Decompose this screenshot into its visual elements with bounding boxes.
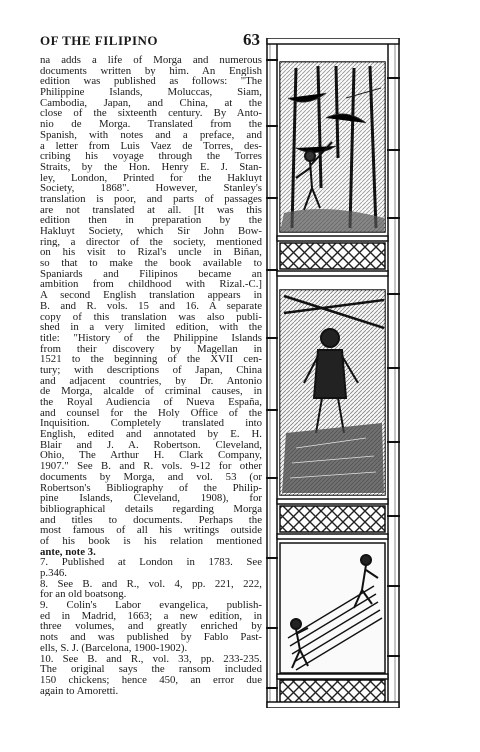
text-line: ley, London, Printed for the Hakluyt [40,172,262,184]
text-line: shed in a very limited edition, with the [40,322,262,333]
text-line: and titles to documents. Perhaps the [40,514,262,526]
text-line: Straits, by the Hon. Henry E. J. Stan- [40,161,262,173]
text-line: nots and was published by Fablo Past- [40,632,262,643]
text-line: tury; with descriptions of Japan, China [40,364,262,376]
text-line: from their discovery by Magellan in [40,343,262,355]
text-line: three volumes, and greatly enriched by [40,621,262,633]
lattice-band [280,243,385,269]
text-line: 8. See B. and R., vol. 4, pp. 221, 222, [40,578,262,590]
text-line: documents by Morga, and vol. 53 (or [40,471,262,483]
text-line: Society, 1868". However, Stanley's [40,183,262,194]
text-line: Hakluyt Society, which Sir John Bow- [40,226,262,237]
running-title: OF THE FILIPINO [40,33,159,48]
running-header [40,30,260,50]
text-line: na adds a life of Morga and numerous [40,55,262,66]
text-line: and adjacent countries, by Dr. Antonio [40,375,262,387]
text-line: ed in Madrid, 1663; a new edition, in [40,610,262,622]
bamboo-pole-right [387,38,400,708]
illustration-forest-scene [280,62,385,232]
text-line: de Morga, alcalde of criminal causes, in [40,386,262,397]
text-line: Spanish, with notes and a preface, and [40,129,262,141]
text-line: and counsel for the Holy Office of the [40,407,262,419]
text-line: close of the sixteenth century. By Anto- [40,108,262,120]
text-line: the Royal Audiencia of Nueva España, [40,397,262,408]
text-line: Inquisition. Completely translated into [40,418,262,430]
text-line: 9. Colin's Labor evangelica, publish- [40,600,262,611]
text-line: Cambodia, Japan, and China, at the [40,97,262,109]
text-line: 1907." See B. and R. vols. 9-12 for other [40,461,262,472]
text-line: ante, note 3. [40,546,96,558]
text-line: The original says the ransom included [40,664,262,675]
text-line: again to Amoretti. [40,685,119,697]
text-line: of his book is his relation mentioned [40,535,262,547]
text-line: Spaniards and Filipinos became an [40,268,262,280]
text-line: edition was published as follows: "The [40,76,262,88]
text-line: documents written by him. An English [40,65,262,77]
bamboo-pole-left [266,38,278,708]
text-line: A second English translation appears in [40,290,262,301]
text-line: Philippine Islands, Moluccas, Siam, [40,87,262,98]
text-line: on his visit to Rizal's uncle in Biñan, [40,247,262,259]
text-line: are not translated at all. [It was this [40,204,262,216]
text-line: 10. See B. and R., vol. 33, pp. 233-235. [40,653,262,665]
text-line: cribing his voyage through the Torres [40,151,262,162]
text-line: a letter from Luis Vaez de Torres, des- [40,140,262,152]
text-line: nio de Morga. Translated from the [40,119,262,130]
text-line: 7. Published at London in 1783. See [40,557,262,568]
text-line: ells, S. J. (Barcelona, 1900-1902). [40,642,188,654]
text-line: 150 chickens; hence 450, an error due [40,674,262,686]
text-line: Ohio, The Arthur H. Clark Company, [40,450,262,462]
text-line: pine Islands, Cleveland, 1908), for [40,493,262,504]
decorative-bamboo-border [266,38,402,708]
page-number: 63 [243,30,260,49]
text-line: ring, a director of the society, mentioned [40,236,262,248]
text-line: ambition from childhood with Rizal.-C.] [40,279,262,291]
text-line: p.346. [40,568,67,579]
text-line: English, edited and annotated by E. H. [40,429,262,440]
text-line: most famous of all his writings outside [40,525,262,536]
illustration-man-at-work [280,290,385,495]
text-line: for an old boatsong. [40,589,127,601]
text-line: copy of this translation was also publi- [40,311,262,323]
text-line: translation is poor, and parts of passages [40,193,262,205]
text-line: 1521 to the beginning of the XVII cen- [40,354,262,365]
text-line: edition then in preparation by the [40,215,262,226]
text-line: title: "History of the Philippine Islands [40,332,262,344]
body-text [40,55,262,696]
lattice-band [280,506,385,532]
text-line: Blair and J. A. Robertson. Cleveland, [40,439,262,451]
illustration-men-with-poles [280,543,385,673]
lattice-band [280,680,385,704]
text-line: bibliographical details regarding Morga [40,503,262,515]
text-line: B. and R. vols. 15 and 16. A separate [40,300,262,312]
text-line: Robertson's Bibliography of the Philip- [40,482,262,494]
text-line: so that to make the book available to [40,258,262,269]
